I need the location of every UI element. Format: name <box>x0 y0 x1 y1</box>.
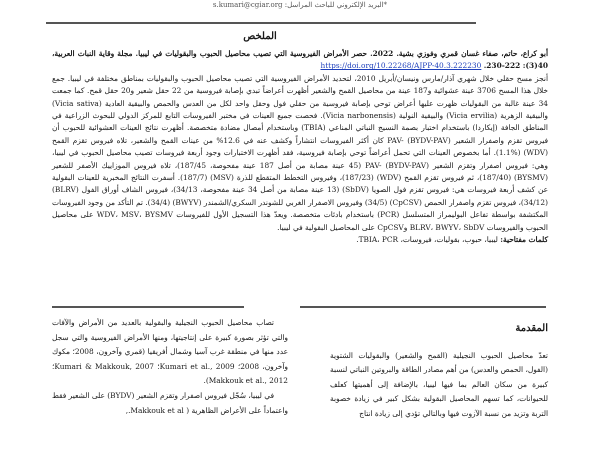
citation-text: أبو كراع، حاتم، صفاء غسان قمري وفوزي بشية. 2022. حصر الأمراض الفيروسية التي تصيب محاصيل الحبوب والبقوليات في ليبيا. مجلة وقاية النبات العربية، 40(3): 222-230. <box>52 49 549 71</box>
introduction-paragraph-2: تصاب محاصيل الحبوب النجيلية والبقولية بالعديد من الأمراض والآفات والتي تؤثر بصورة كبيرة على إنتاجيتها، ومنها الأمراض الفيروسية والتي سجل عدد منها في منطقة غرب آسيا وشمال أفريقيا (قمري وآخرون، 2008؛ مكوك وآخرون، 2008؛ Kumari et al., 2009؛ Kumari & Makkouk, 2007؛ Makkouk et al., 2012). <box>52 318 288 386</box>
citation-paragraph <box>52 48 548 73</box>
keywords-label: كلمات مفتاحية: <box>500 235 548 245</box>
introduction-paragraph-3: في ليبيا، سُجّل فيروس اصفرار وتقزم الشعير (BYDV) على الشعير فقط واعتماداً على الأعراض الظاهرية ( Makkouk et al., <box>52 390 288 415</box>
keywords-line <box>52 234 548 246</box>
introduction-title: المقدمة <box>515 323 548 334</box>
keywords-text: ليبيا، حبوب، بقوليات، فيروسات، TBIA، PCR. <box>356 235 498 245</box>
abstract-body: أنجز مسح حقلي خلال شهري آذار/مارس ونيسان/أبريل 2010، لتحديد الأمراض الفيروسية التي تصيب محاصيل الحبوب والبقوليات بمناطق مختلفة في ليبيا. جمع خلال هذا المسح 3706 عينة عشوائية و187 عينة من محاصيل القمح والشعير أظهرت أعراضاً تبدي بإصابة فيروسية من 22 حقل شعير و20 حقل قمح. كما جمعت 34 عينة غالبة من البقوليات ظهرت عليها أعراض توحي بإصابة فيروسية من حقلي فول وحقل واحد لكل من العدس والحمص والبيقية العادية (Vicia sativa) والبيقية الزهرية (Vicia ervilia) والبيقية النولية (Vicia narbonensis). فحصت جميع العينات في مختبر الفيروسات التابع للمركز الدولي للبحوث الزراعية في المناطق الجافة (إيكاردا) باستخدام اختبار بصمة النسيج النباتي المناعي (TBIA) وباستخدام أمصال مضادة متخصصة. أظهرت نتائج العينات العشوائية للحبوب أن فيروس تقزم واصفرار الشعير PAV- (BYDV-PAV) كان أكثر الفيروسات انتشاراً وكشف عنه في 12.6% من عينات القمح والشعير، تلاه فيروس تقزم القمح (WDV) (1.1%). أما بخصوص العينات التي تحمل أعراضاً توحي بإصابة فيروسية، فقد أظهرت الاختبارات وجود أربعة فيروسات تصيب محاصيل الحبوب في ليبيا، وهي: فيروس اصفرار وتقزم الشعير PAV- (BYDV-PAV) (45 عينة مصابة من أصل 187 عينة مفحوصة، 187/45)، تلاه فيروس الموزاييك الأصفر للشعير (BYSMV) (187/40)، ثم فيروس تقزم القمح (WDV) (187/23)، وفيروس التخطط المتقطع للذرة (MSV) (187/7). أسفرت النتائج المخبرية للعينات البقولية عن كشف أربعة فيروسات هي: فيروس تقزم فول الصويا (SbDV) (13 عينة مصابة من أصل 34 عينة مفحوصة، 34/13)، فيروس الشاف أوراق الفول (BLRV) (34/12)، فيروس تقزم واصفرار الحمص (CpCSV) (34/5) وفيروس الاصفرار الغربي للشوندر السكري/الشمندر (BWYV) (34/4). تم التأكد من وجود الفيروسات المكتشفة بواسطة تفاعل البوليمراز المتسلسل (PCR) باستخدام بادئات متخصصة. ويعدّ هذا التسجيل الأول للفيروسات WDV، MSV، BYSMV على محاصيل الحبوب والفيروسات BLRV، BWYV، SbDV وCpCSV على المحاصيل البقولية في ليبيا. <box>52 73 549 232</box>
introduction-right-column <box>330 322 548 422</box>
bottom-divider-right <box>300 306 546 308</box>
corresponding-author-email: *البريد الإلكتروني للباحث المراسل: s.kumari@cgiar.org <box>212 1 388 9</box>
introduction-left-column <box>52 316 288 418</box>
bottom-divider-left <box>52 306 244 308</box>
introduction-paragraph-1: تعدّ محاصيل الحبوب النجيلية (القمح والشعير) والبقوليات الشتوية (الفول، الحمص والعدس) من أهم مصادر الطاقة والبروتين النباتي لنسبة كبيرة من سكان العالم بما فيها ليبيا، بالإضافة إلى أهميتها كعلف للحيوانات، كما تسهم المحاصيل البقولية بشكل كبير في زيادة خصوبة التربة وتزيد من نسبة الآزوت فيها وبالتالي تؤدي إلى زيادة انتاج <box>330 350 548 418</box>
abstract-section <box>52 48 548 247</box>
doi-link[interactable]: https://doi.org/10.22268/AJPP-40.3.222230 <box>320 61 482 71</box>
top-divider <box>46 22 476 24</box>
abstract-title: الملخص <box>243 31 277 42</box>
